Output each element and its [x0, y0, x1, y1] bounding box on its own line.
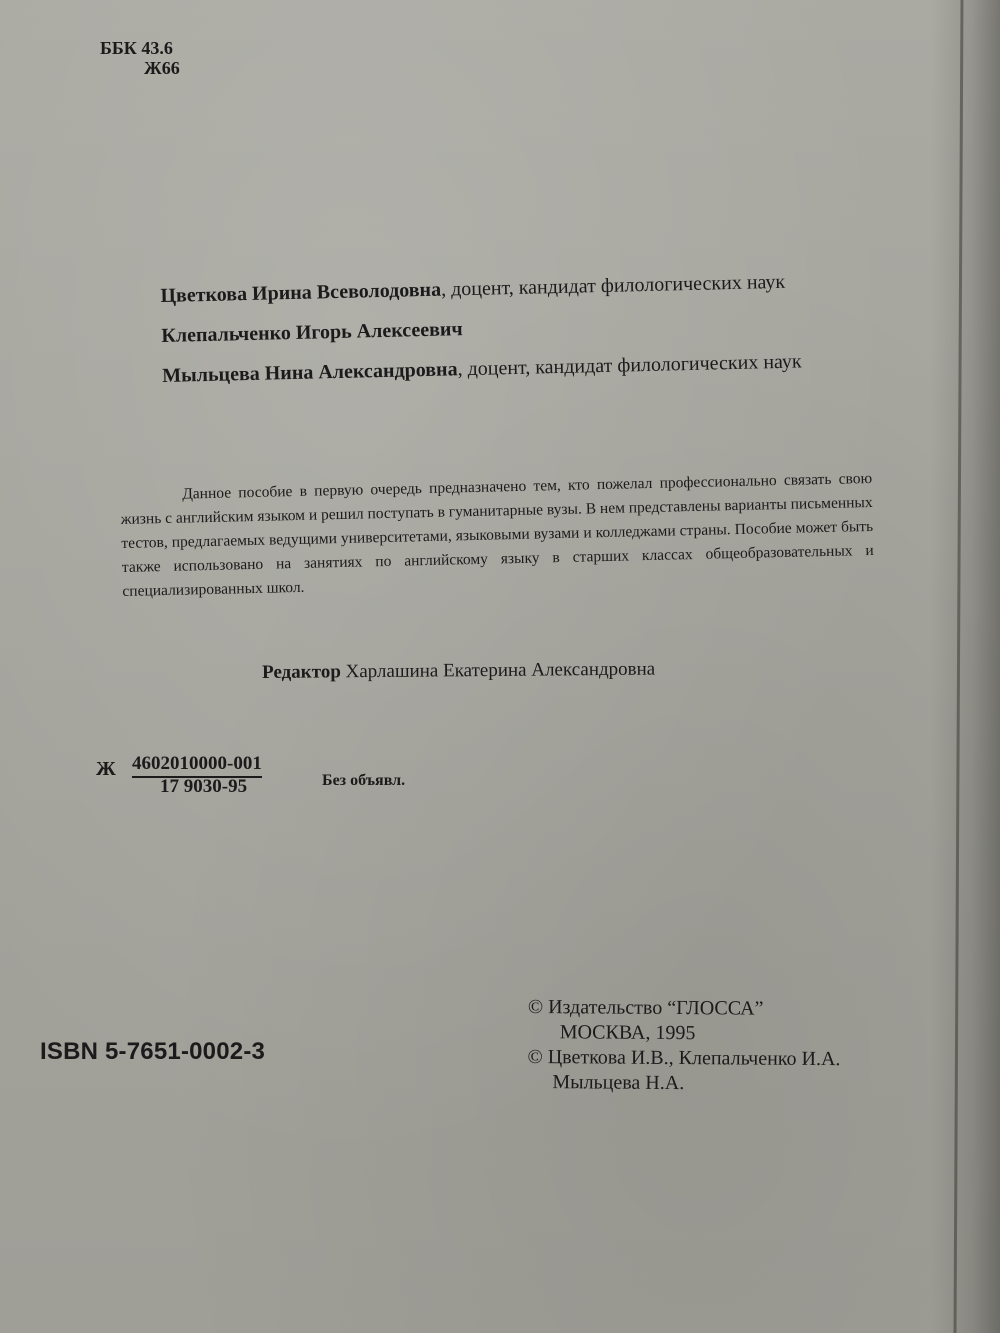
- publication-code-numerator: 4602010000-001: [132, 753, 262, 778]
- author-name: Клепальченко Игорь Алексеевич: [161, 318, 463, 347]
- copyright-block: [527, 995, 841, 1097]
- editor-name: Харлашина Екатерина Александровна: [340, 658, 656, 683]
- author-name: Цветкова Ирина Всеволодовна: [160, 278, 442, 307]
- authors-list: [160, 261, 802, 395]
- copyright-authors-cont: Мыльцева Н.А.: [552, 1071, 685, 1095]
- copyright-place-year: МОСКВА, 1995: [559, 1021, 696, 1045]
- author-name: Мыльцева Нина Александровна: [162, 358, 458, 387]
- editor-credit: [262, 659, 655, 684]
- author-code: Ж66: [144, 58, 180, 78]
- no-announcement-note: Без объявл.: [322, 772, 406, 789]
- page-edge-shadow: [930, 0, 1000, 1333]
- editor-label: Редактор: [262, 661, 341, 683]
- isbn: ISBN 5-7651-0002-3: [40, 1038, 266, 1065]
- author-role: , доцент, кандидат филологических наук: [457, 350, 802, 381]
- publication-code-denominator: 17 9030-95: [160, 776, 248, 797]
- author-role: , доцент, кандидат филологических наук: [440, 270, 786, 301]
- publication-code-letter: Ж: [96, 758, 116, 780]
- copyright-publisher: © Издательство “ГЛОССА”: [527, 996, 764, 1020]
- bbk-index: ББК 43.6: [100, 38, 173, 58]
- copyright-authors: © Цветкова И.В., Клепальченко И.А.: [527, 1045, 841, 1071]
- book-annotation: Данное пособие в первую очередь предназначено тем, кто пожелал профессионально связать свою жизнь с английским языком и решил поступать в гуманитарные вузы. В нем представлены варианты письменных тестов, предлагаемых ведущими университетами, языковыми вузами и колледжами страны. Пособие может быть также использовано на занятиях по английскому языку в старших классах общеобразовательных и специализированных школ.: [120, 469, 874, 600]
